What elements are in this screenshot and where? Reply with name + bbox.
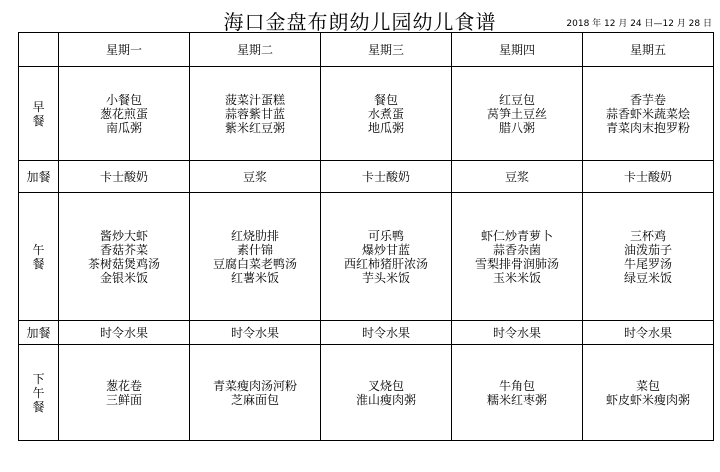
dish-item: 腊八粥 bbox=[498, 120, 535, 135]
meal-row-afternoon bbox=[19, 345, 714, 441]
dish-item: 叉烧包 bbox=[367, 378, 404, 393]
dish-item: 三杯鸡 bbox=[629, 228, 666, 243]
dish-item: 葱花卷 bbox=[105, 378, 142, 393]
dish-cell bbox=[452, 67, 583, 161]
page-title: 海口金盘布朗幼儿园幼儿食谱 bbox=[223, 10, 497, 34]
dish-item: 南瓜粥 bbox=[105, 120, 142, 135]
dish-item: 豆腐白菜老鸭汤 bbox=[212, 256, 297, 271]
meal-row-snack-2 bbox=[19, 321, 714, 345]
meal-label-text: 午 餐 bbox=[32, 242, 45, 271]
dish-cell bbox=[59, 345, 190, 441]
meal-row-breakfast bbox=[19, 67, 714, 161]
dish-item: 虾皮虾米瘦肉粥 bbox=[605, 392, 690, 407]
dish-item: 芋头米饭 bbox=[361, 270, 410, 285]
day-header-fri: 星期五 bbox=[583, 33, 714, 67]
dish-item: 淮山瘦肉粥 bbox=[355, 392, 416, 407]
dish-item: 卡士酸奶 bbox=[99, 169, 148, 184]
dish-item: 三鲜面 bbox=[105, 392, 142, 407]
day-header-wed: 星期三 bbox=[321, 33, 452, 67]
dish-cell bbox=[190, 193, 321, 321]
dish-cell bbox=[190, 345, 321, 441]
dish-item: 时令水果 bbox=[230, 325, 279, 340]
corner-cell bbox=[19, 33, 59, 67]
dish-item: 时令水果 bbox=[623, 325, 672, 340]
menu-table bbox=[18, 32, 714, 441]
dish-item: 地瓜粥 bbox=[367, 120, 404, 135]
dish-cell bbox=[583, 67, 714, 161]
dish-item: 素什锦 bbox=[236, 242, 273, 257]
dish-item: 豆浆 bbox=[242, 169, 267, 184]
meal-label-lunch bbox=[19, 193, 59, 321]
day-header-thu: 星期四 bbox=[452, 33, 583, 67]
dish-item: 牛尾罗汤 bbox=[623, 256, 672, 271]
dish-cell bbox=[321, 193, 452, 321]
dish-item: 豆浆 bbox=[504, 169, 529, 184]
dish-cell bbox=[452, 161, 583, 193]
dish-item: 雪梨排骨润肺汤 bbox=[474, 256, 559, 271]
dish-item: 茶树菇煲鸡汤 bbox=[87, 256, 160, 271]
dish-cell bbox=[321, 161, 452, 193]
dish-item: 香菇芥菜 bbox=[99, 242, 148, 257]
dish-item: 油泼茄子 bbox=[623, 242, 672, 257]
dish-item: 葱花煎蛋 bbox=[99, 106, 148, 121]
day-header-mon: 星期一 bbox=[59, 33, 190, 67]
dish-cell bbox=[190, 67, 321, 161]
dish-item: 香芋卷 bbox=[629, 92, 666, 107]
dish-item: 莴笋土豆丝 bbox=[486, 106, 547, 121]
dish-item: 菜包 bbox=[635, 378, 660, 393]
dish-cell bbox=[583, 345, 714, 441]
date-range: 2018 年 12 月 24 日—12 月 28 日 bbox=[566, 19, 712, 29]
dish-item: 金银米饭 bbox=[99, 270, 148, 285]
meal-label-breakfast bbox=[19, 67, 59, 161]
dish-item: 水煮蛋 bbox=[367, 106, 404, 121]
day-header-tue: 星期二 bbox=[190, 33, 321, 67]
dish-item: 时令水果 bbox=[361, 325, 410, 340]
dish-item: 紫米红豆粥 bbox=[224, 120, 285, 135]
dish-cell bbox=[59, 161, 190, 193]
dish-cell bbox=[452, 321, 583, 345]
dish-item: 红烧肋排 bbox=[230, 228, 279, 243]
dish-item: 牛角包 bbox=[498, 378, 535, 393]
dish-item: 西红柿猪肝浓汤 bbox=[343, 256, 428, 271]
dish-item: 蒜蓉紫甘蓝 bbox=[224, 106, 285, 121]
dish-item: 餐包 bbox=[373, 92, 398, 107]
dish-item: 玉米米饭 bbox=[492, 270, 541, 285]
dish-item: 青菜肉末抱罗粉 bbox=[605, 120, 690, 135]
dish-item: 芝麻面包 bbox=[230, 392, 279, 407]
meal-label-snack-2 bbox=[19, 321, 59, 345]
dish-item: 红薯米饭 bbox=[230, 270, 279, 285]
dish-item: 绿豆米饭 bbox=[623, 270, 672, 285]
dish-item: 糯米红枣粥 bbox=[486, 392, 547, 407]
dish-item: 酱炒大虾 bbox=[99, 228, 148, 243]
meal-label-text: 早 餐 bbox=[32, 99, 45, 128]
dish-item: 时令水果 bbox=[492, 325, 541, 340]
dish-cell bbox=[321, 345, 452, 441]
dish-item: 蒜香杂菌 bbox=[492, 242, 541, 257]
dish-item: 小餐包 bbox=[105, 92, 142, 107]
meal-label-text: 加餐 bbox=[26, 325, 51, 340]
dish-item: 爆炒甘蓝 bbox=[361, 242, 410, 257]
dish-item: 青菜瘦肉汤河粉 bbox=[212, 378, 297, 393]
meal-row-lunch bbox=[19, 193, 714, 321]
dish-cell bbox=[59, 321, 190, 345]
meal-label-text: 下 午 餐 bbox=[32, 371, 45, 414]
dish-cell bbox=[190, 321, 321, 345]
dish-item: 卡士酸奶 bbox=[361, 169, 410, 184]
dish-cell bbox=[583, 161, 714, 193]
dish-cell bbox=[190, 161, 321, 193]
dish-cell bbox=[452, 345, 583, 441]
dish-item: 虾仁炒青萝卜 bbox=[480, 228, 553, 243]
dish-item: 时令水果 bbox=[99, 325, 148, 340]
dish-cell bbox=[321, 321, 452, 345]
meal-row-snack-1 bbox=[19, 161, 714, 193]
dish-item: 菠菜汁蛋糕 bbox=[224, 92, 285, 107]
header-row bbox=[19, 33, 714, 67]
meal-label-text: 加餐 bbox=[26, 169, 51, 184]
dish-cell bbox=[583, 193, 714, 321]
dish-item: 蒜香虾米蔬菜烩 bbox=[605, 106, 690, 121]
dish-cell bbox=[583, 321, 714, 345]
dish-item: 可乐鸭 bbox=[367, 228, 404, 243]
dish-cell bbox=[321, 67, 452, 161]
dish-item: 卡士酸奶 bbox=[623, 169, 672, 184]
dish-cell bbox=[452, 193, 583, 321]
dish-cell bbox=[59, 193, 190, 321]
meal-label-snack-1 bbox=[19, 161, 59, 193]
meal-label-afternoon bbox=[19, 345, 59, 441]
dish-item: 红豆包 bbox=[498, 92, 535, 107]
dish-cell bbox=[59, 67, 190, 161]
